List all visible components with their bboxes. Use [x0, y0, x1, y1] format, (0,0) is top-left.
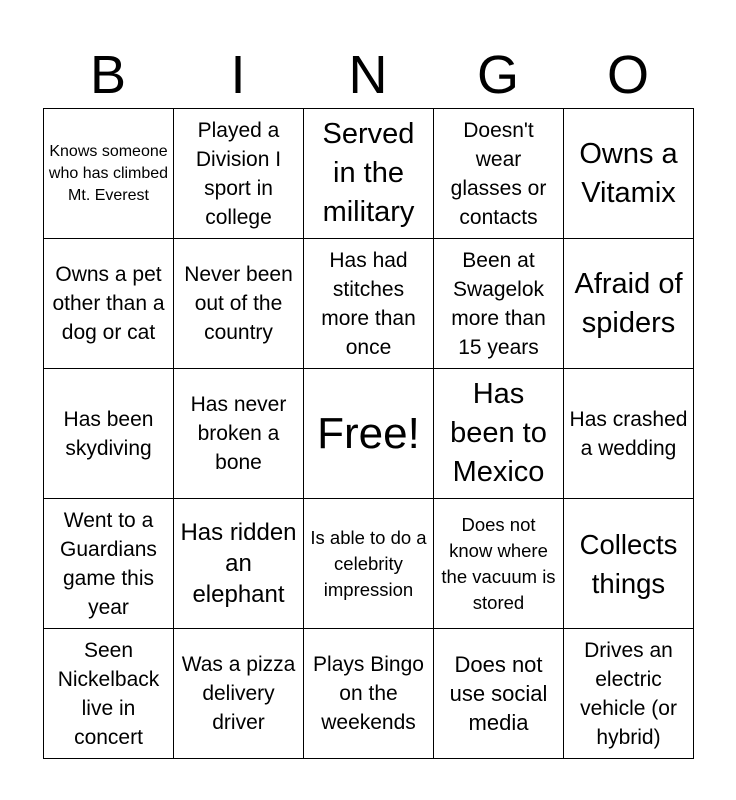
- cell-text: Collects things: [579, 528, 678, 599]
- bingo-cell[interactable]: [44, 629, 174, 759]
- bingo-header: [43, 42, 693, 108]
- bingo-cell[interactable]: [174, 369, 304, 499]
- header-letter-b: B: [89, 45, 127, 105]
- bingo-cell[interactable]: [174, 109, 304, 239]
- cell-text: Went to a Guardians game this year: [60, 508, 157, 619]
- bingo-cell[interactable]: [174, 629, 304, 759]
- cell-text: Has been skydiving: [63, 407, 154, 460]
- cell-text: Owns a pet other than a dog or cat: [52, 263, 165, 344]
- cell-text: Drives an electric vehicle (or hybrid): [580, 638, 677, 749]
- cell-text: Knows someone who has climbed Mt. Everest: [48, 142, 169, 204]
- bingo-cell[interactable]: [304, 629, 434, 759]
- bingo-cell[interactable]: [174, 499, 304, 629]
- bingo-cell[interactable]: [434, 369, 564, 499]
- bingo-cell[interactable]: [434, 109, 564, 239]
- cell-text: Has crashed a wedding: [569, 407, 688, 460]
- cell-text: Is able to do a celebrity impression: [310, 526, 427, 600]
- bingo-cell[interactable]: [44, 369, 174, 499]
- cell-text: Has been to Mexico: [450, 378, 547, 488]
- free-space-text: Free!: [317, 408, 420, 458]
- bingo-cell[interactable]: [434, 499, 564, 629]
- cell-text: Does not know where the vacuum is stored: [441, 513, 556, 613]
- bingo-cell[interactable]: [564, 109, 694, 239]
- header-letter-n: N: [348, 45, 388, 105]
- cell-text: Does not use social media: [449, 652, 548, 735]
- bingo-cell[interactable]: [564, 369, 694, 499]
- bingo-grid: [43, 108, 694, 759]
- bingo-cell[interactable]: [174, 239, 304, 369]
- cell-text: Never been out of the country: [184, 263, 293, 344]
- header-letter-o: O: [606, 45, 649, 105]
- cell-text: Afraid of spiders: [574, 267, 683, 339]
- bingo-cell[interactable]: [564, 629, 694, 759]
- bingo-cell[interactable]: [304, 499, 434, 629]
- bingo-cell[interactable]: [44, 239, 174, 369]
- cell-text: Played a Division I sport in college: [195, 118, 282, 229]
- bingo-cell[interactable]: [304, 239, 434, 369]
- cell-text: Been at Swagelok more than 15 years: [451, 248, 546, 359]
- cell-text: Served in the military: [322, 118, 415, 228]
- bingo-cell[interactable]: [564, 239, 694, 369]
- cell-text: Owns a Vitamix: [579, 137, 678, 209]
- cell-text: Plays Bingo on the weekends: [313, 653, 424, 734]
- bingo-cell[interactable]: [304, 109, 434, 239]
- cell-text: Has had stitches more than once: [321, 248, 416, 359]
- bingo-cell[interactable]: [564, 499, 694, 629]
- cell-text: Has never broken a bone: [190, 393, 287, 474]
- cell-text: Was a pizza delivery driver: [181, 653, 296, 734]
- bingo-cell[interactable]: [434, 239, 564, 369]
- cell-text: Seen Nickelback live in concert: [57, 638, 160, 749]
- cell-text: Has ridden an elephant: [180, 519, 297, 608]
- free-space[interactable]: [304, 369, 434, 499]
- cell-text: Doesn't wear glasses or contacts: [450, 118, 547, 229]
- bingo-cell[interactable]: [434, 629, 564, 759]
- bingo-cell[interactable]: [44, 499, 174, 629]
- header-letter-g: G: [476, 45, 519, 105]
- bingo-cell[interactable]: [44, 109, 174, 239]
- header-letter-i: I: [230, 45, 246, 105]
